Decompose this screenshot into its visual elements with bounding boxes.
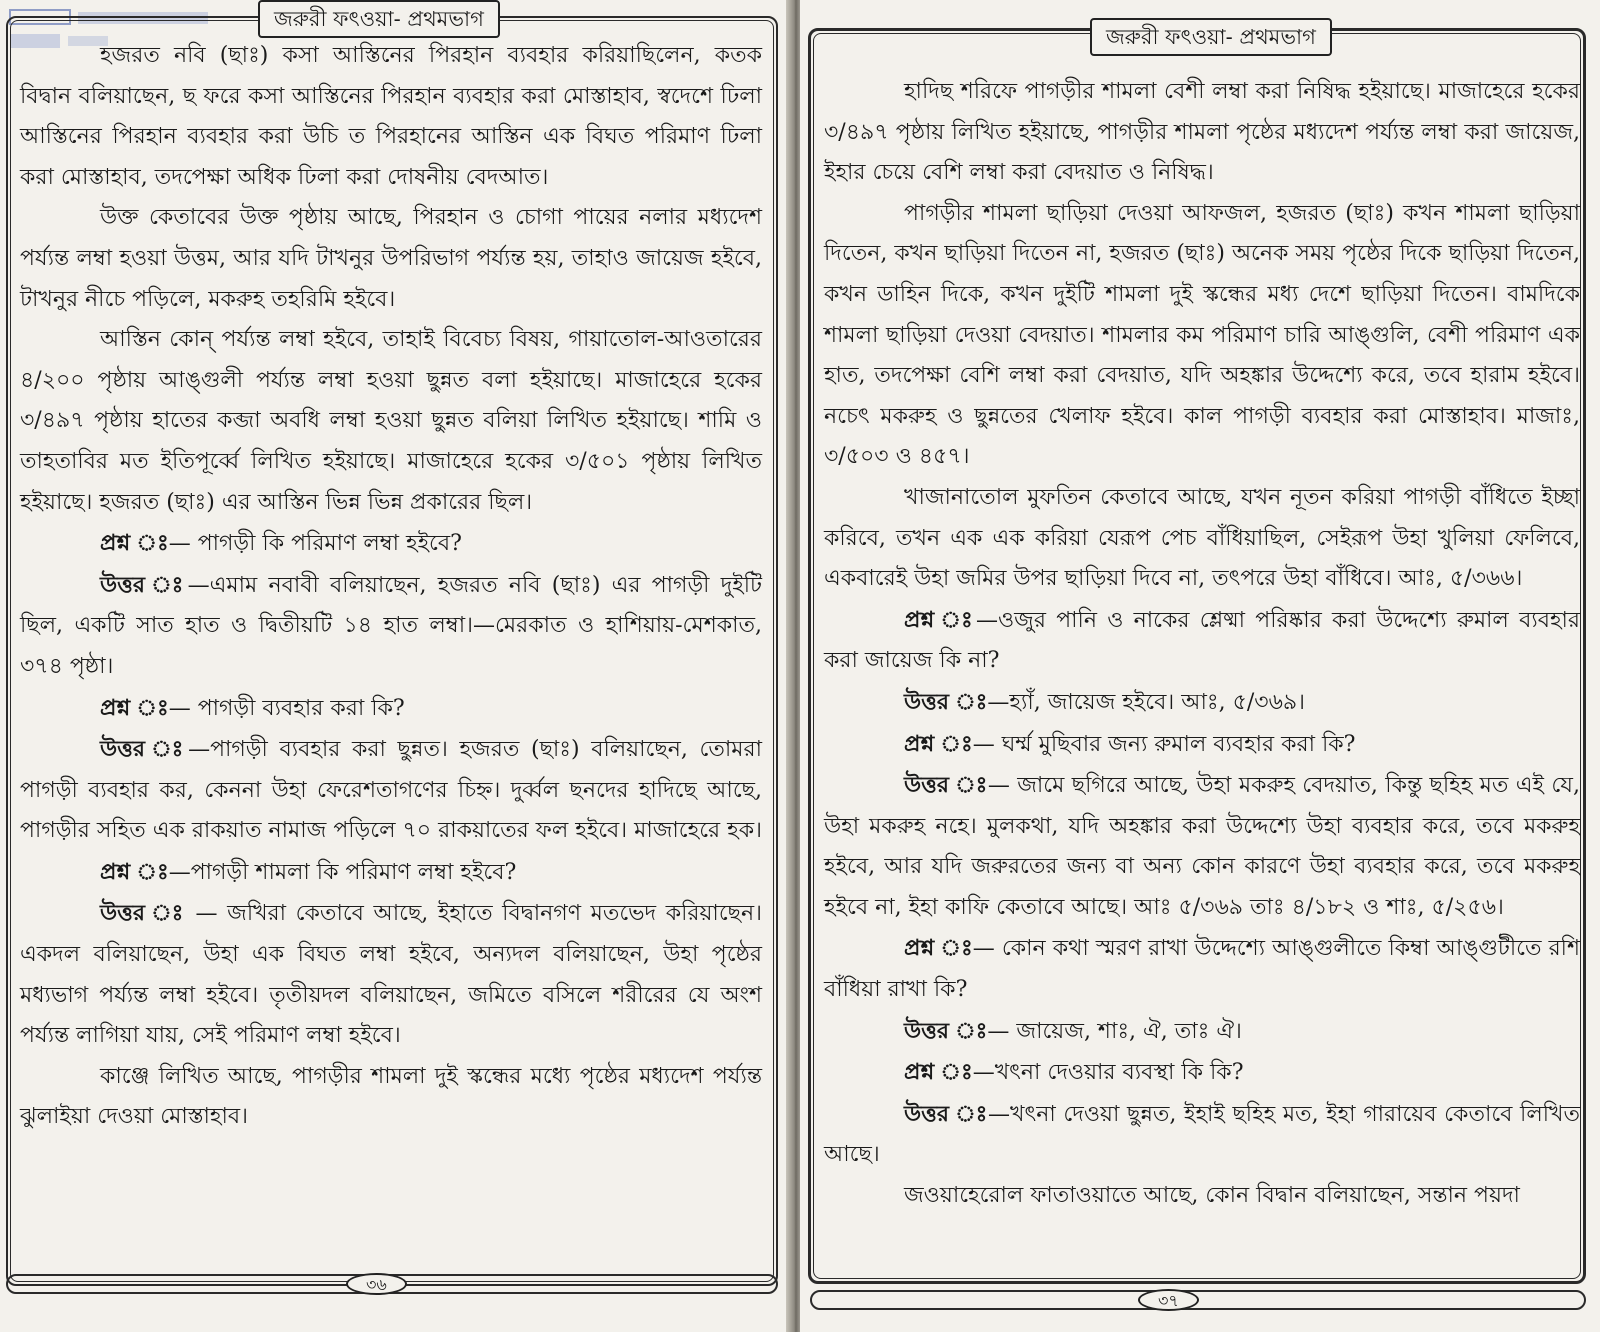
paragraph-text: খাজানাতোল মুফতিন কেতাবে আছে, যখন নূতন করিয়া পাগড়ী বাঁধিতে ইচ্ছা করিবে, তখন এক এক করিয়া যেরূপ পেচ বাঁধিয়াছিল, সেইরূপ উহা খুলিয়া ফেলিবে, একবারেই উহা জমির উপর ছাড়িয়া দিবে না, তৎপরে উহা বাঁধিবে। আঃ, ৫/৩৬৬। — [824, 484, 1580, 592]
paragraph-text: কাঞ্জে লিখিত আছে, পাগড়ীর শামলা দুই স্কন্ধের মধ্যে পৃষ্ঠের মধ্যদেশ পর্য্যন্ত ঝুলাইয়া দেওয়া মোস্তাহাব। — [20, 1063, 762, 1130]
left-page-body — [20, 36, 762, 1138]
paragraph-text: হজরত নবি (ছাঃ) কসা আস্তিনের পিরহান ব্যবহার করিয়াছিলেন, কতক বিদ্বান বলিয়াছেন, ছ ফরে কসা আস্তিনের পিরহান ব্যবহার করা মোস্তাহাব, স্বদেশে ঢিলা আস্তিনের পিরহান ব্যবহার করা উচি ত পিরহানের আস্তিন এক বিঘত পরিমাণ ঢিলা করা মোস্তাহাব, তদপেক্ষা অধিক ঢিলা করা দোষনীয় বেদআত। — [20, 43, 762, 190]
left-page-number: ৩৬ — [346, 1273, 407, 1295]
qa-paragraph — [824, 1094, 1580, 1176]
qa-paragraph — [20, 893, 762, 1056]
qa-label: প্রশ্ন ঃ — [100, 694, 169, 721]
paragraph-text: আস্তিন কোন্ পর্য্যন্ত লম্বা হইবে, তাহাই বিবেচ্য বিষয়, গায়াতোল-আওতারের ৪/২০০ পৃষ্ঠায় আঙ্গুলী পর্য্যন্ত লম্বা হওয়া ছুন্নত বলা হইয়াছে। মাজাহেরে হকের ৩/৪৯৭ পৃষ্ঠায় হাতের কব্জা অবধি লম্বা হওয়া ছুন্নত বলিয়া লিখিত হইয়াছে। শামি ও তাহতাবির মত ইতিপূর্ব্বে লিখিত হইয়াছে। মাজাহেরে হকের ৩/৫০১ পৃষ্ঠায় লিখিত হইয়াছে। হজরত (ছাঃ) এর আস্তিন ভিন্ন ভিন্ন প্রকারের ছিল। — [20, 327, 762, 515]
body-paragraph — [20, 198, 762, 320]
body-paragraph — [824, 478, 1580, 600]
paragraph-text: পাগড়ীর শামলা ছাড়িয়া দেওয়া আফজল, হজরত (ছাঃ) কখন শামলা ছাড়িয়া দিতেন, কখন ছাড়িয়া দিতেন না, হজরত (ছাঃ) অনেক সময় পৃষ্ঠের দিকে ছাড়িয়া দিতেন, কখন ডাহিন দিকে, কখন দুইটি শামলা দুই স্কন্ধের মধ্য দেশে ছাড়িয়া দিতেন। বামদিকে শামলা ছাড়িয়া দেওয়া বেদয়াত। শামলার কম পরিমাণ চারি আঙ্গুলি, বেশী পরিমাণ এক হাত, তদপেক্ষা বেশি লম্বা করা বেদয়াত, যদি অহঙ্কার উদ্দেশ্যে করে, তবে হারাম হইবে। নচেৎ মকরুহ ও ছুন্নতের খেলাফ হইবে। কাল পাগড়ী ব্যবহার করা মোস্তাহাব। মাজাঃ, ৩/৫০৩ ও ৪৫৭। — [824, 200, 1580, 470]
body-paragraph — [824, 194, 1580, 478]
qa-label: প্রশ্ন ঃ — [100, 530, 169, 557]
qa-label: উত্তর ঃ — [100, 571, 188, 598]
qa-paragraph — [824, 1011, 1580, 1053]
qa-label: উত্তর ঃ — [100, 736, 189, 763]
paragraph-text: — কোন কথা স্মরণ রাখা উদ্দেশ্যে আঙ্গুলীতে কিম্বা আঙ্গুটীতে রশি বাঁধিয়া রাখা কি? — [824, 936, 1580, 1003]
qa-paragraph — [824, 765, 1580, 928]
qa-paragraph — [824, 682, 1580, 724]
paragraph-text: —এমাম নবাবী বলিয়াছেন, হজরত নবি (ছাঃ) এর পাগড়ী দুইটি ছিল, একটি সাত হাত ও দ্বিতীয়টি ১৪ হাত লম্বা।—মেরকাত ও হাশিয়ায়-মেশকাত, ৩৭৪ পৃষ্ঠা। — [20, 572, 762, 679]
body-paragraph — [20, 36, 762, 198]
qa-paragraph — [824, 724, 1580, 766]
qa-label: উত্তর ঃ — [904, 1100, 989, 1127]
paragraph-text: উক্ত কেতাবের উক্ত পৃষ্ঠায় আছে, পিরহান ও চোগা পায়ের নলার মধ্যদেশ পর্য্যন্ত লম্বা হওয়া উত্তম, আর যদি টাখনুর উপরিভাগ পর্য্যন্ত হয়, তাহাও জায়েজ হইবে, টাখনুর নীচে পড়িলে, মকরুহ তহরিমি হইবে। — [20, 205, 762, 312]
right-page-number: ৩৭ — [1138, 1289, 1199, 1311]
qa-paragraph — [20, 852, 762, 894]
body-paragraph — [824, 72, 1580, 194]
paragraph-text: —ওজুর পানি ও নাকের শ্লেষ্মা পরিষ্কার করা উদ্দেশ্যে রুমাল ব্যবহার করা জায়েজ কি না? — [824, 607, 1580, 674]
body-paragraph — [20, 320, 762, 523]
paragraph-text: —পাগড়ী শামলা কি পরিমাণ লম্বা হইবে? — [168, 859, 517, 885]
left-running-header: জরুরী ফৎওয়া- প্রথমভাগ — [258, 0, 500, 38]
paragraph-text: —হ্যাঁ, জায়েজ হইবে। আঃ, ৫/৩৬৯। — [987, 689, 1306, 715]
qa-paragraph — [20, 688, 762, 730]
qa-paragraph — [824, 1052, 1580, 1094]
qa-label: প্রশ্ন ঃ — [904, 935, 973, 962]
qa-paragraph — [20, 729, 762, 852]
paragraph-text: — জায়েজ, শাঃ, ঐ, তাঃ ঐ। — [987, 1018, 1242, 1044]
right-running-header: জরুরী ফৎওয়া- প্রথমভাগ — [1090, 18, 1332, 56]
paragraph-text: জওয়াহেরোল ফাতাওয়াতে আছে, কোন বিদ্বান বলিয়াছেন, সন্তান পয়দা — [904, 1183, 1520, 1209]
body-paragraph — [824, 1176, 1580, 1217]
qa-label: উত্তর ঃ — [904, 772, 988, 799]
paragraph-text: —খৎনা দেওয়া ছুন্নত, ইহাই ছহিহ মত, ইহা গারায়েব কেতাবে লিখিত আছে। — [824, 1101, 1580, 1168]
qa-paragraph — [20, 523, 762, 565]
qa-paragraph — [20, 565, 762, 688]
paragraph-text: — পাগড়ী কি পরিমাণ লম্বা হইবে? — [168, 531, 462, 557]
qa-label: প্রশ্ন ঃ — [904, 606, 976, 633]
body-paragraph — [20, 1057, 762, 1138]
qa-label: উত্তর ঃ — [904, 688, 988, 715]
qa-label: প্রশ্ন ঃ — [100, 858, 169, 885]
qa-label: উত্তর ঃ — [100, 900, 186, 927]
qa-label: প্রশ্ন ঃ — [904, 730, 973, 757]
qa-paragraph — [824, 928, 1580, 1010]
paragraph-text: — ঘর্ম্ম মুছিবার জন্য রুমাল ব্যবহার করা কি? — [972, 731, 1356, 757]
qa-label: প্রশ্ন ঃ — [904, 1059, 973, 1086]
qa-label: উত্তর ঃ — [904, 1017, 988, 1044]
left-page — [0, 0, 790, 1332]
paragraph-text: হাদিছ শরিফে পাগড়ীর শামলা বেশী লম্বা করা নিষিদ্ধ হইয়াছে। মাজাহেরে হকের ৩/৪৯৭ পৃষ্ঠায় লিখিত হইয়াছে, পাগড়ীর শামলা পৃষ্ঠের মধ্যদেশ পর্য্যন্ত লম্বা করা জায়েজ, ইহার চেয়ে বেশি লম্বা করা বেদয়াত ও নিষিদ্ধ। — [824, 79, 1580, 186]
right-page — [800, 0, 1600, 1332]
right-page-body — [824, 72, 1580, 1217]
qa-paragraph — [824, 600, 1580, 682]
paragraph-text: — পাগড়ী ব্যবহার করা কি? — [168, 695, 405, 721]
paragraph-text: —পাগড়ী ব্যবহার করা ছুন্নত। হজরত (ছাঃ) বলিয়াছেন, তোমরা পাগড়ী ব্যবহার কর, কেননা উহা ফেরেশতাগণের চিহ্ন। দুর্ব্বল ছনদের হাদিছে আছে, পাগড়ীর সহিত এক রাকয়াত নামাজ পড়িলে ৭০ রাকয়াতের ফল হইবে। মাজাহেরে হক। — [20, 737, 762, 844]
paragraph-text: — জখিরা কেতাবে আছে, ইহাতে বিদ্বানগণ মতভেদ করিয়াছেন। একদল বলিয়াছেন, উহা এক বিঘত লম্বা হইবে, অন্যদল বলিয়াছেন, উহা পৃষ্ঠের মধ্যভাগ পর্য্যন্ত লম্বা হইবে। তৃতীয়দল বলিয়াছেন, জমিতে বসিলে শরীরের যে অংশ পর্য্যন্ত লাগিয়া যায়, সেই পরিমাণ লম্বা হইবে। — [20, 901, 762, 1049]
paragraph-text: —খৎনা দেওয়ার ব্যবস্থা কি কি? — [972, 1060, 1244, 1086]
paragraph-text: — জামে ছগিরে আছে, উহা মকরুহ বেদয়াত, কিন্তু ছহিহ মত এই যে, উহা মকরুহ নহে। মুলকথা, যদি অহঙ্কার করা উদ্দেশ্যে উহা ব্যবহার করে, তবে মকরুহ হইবে, আর যদি জরুরতের জন্য বা অন্য কোন কারণে উহা ব্যবহার করে, তবে মকরুহ হইবে না, ইহা কাফি কেতাবে আছে। আঃ ৫/৩৬৯ তাঃ ৪/১৮২ ও শাঃ, ৫/২৫৬। — [824, 773, 1580, 920]
